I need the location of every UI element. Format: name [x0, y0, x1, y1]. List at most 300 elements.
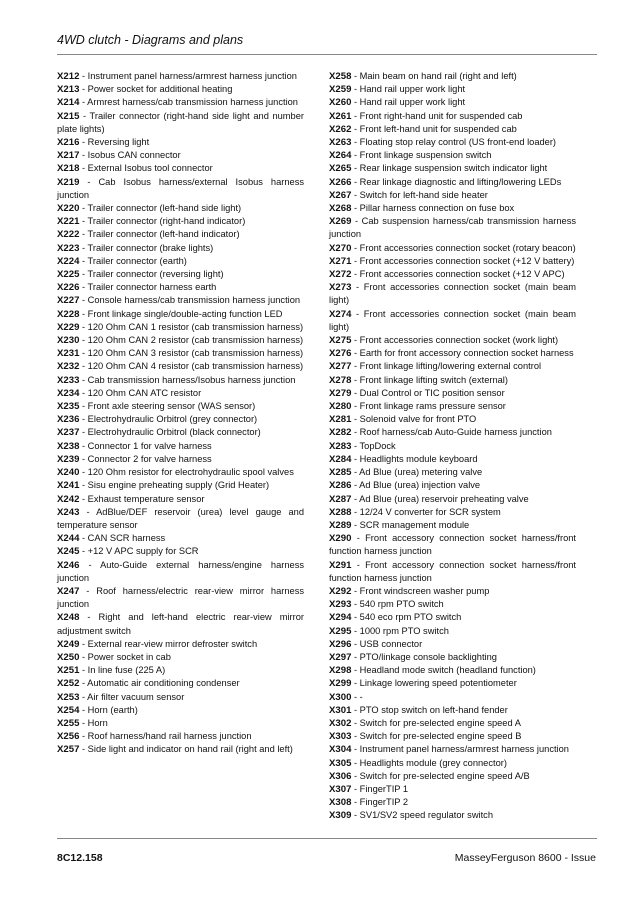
connector-description: Armrest harness/cab transmission harness junction [87, 97, 298, 108]
connector-entry [57, 545, 304, 558]
entry-separator: - [351, 427, 360, 438]
connector-code: X238 [57, 440, 80, 452]
connector-code: X223 [57, 242, 80, 254]
connector-code: X246 [57, 559, 80, 571]
connector-code: X274 [329, 308, 352, 320]
entry-separator: - [351, 717, 360, 728]
entry-separator: - [351, 665, 360, 676]
connector-entry [57, 677, 304, 690]
connector-description: Dual Control or TIC position sensor [359, 387, 505, 398]
connector-description: Horn (earth) [87, 704, 138, 715]
connector-code: X225 [57, 269, 80, 281]
entry-separator: - [79, 480, 88, 491]
header-divider [57, 54, 597, 55]
connector-code: X253 [57, 691, 80, 703]
connector-code: X224 [57, 255, 80, 267]
connector-entry [329, 189, 576, 202]
connector-code: X264 [329, 150, 352, 162]
connector-entry [329, 162, 576, 175]
connector-entry [57, 743, 304, 756]
entry-separator: - [79, 546, 88, 557]
connector-description: 120 Ohm resistor for electrohydraulic spool valves [87, 467, 294, 478]
connector-code: X231 [57, 348, 80, 360]
connector-entry [57, 466, 304, 479]
connector-entry [329, 347, 576, 360]
entry-separator: - [351, 282, 364, 293]
connector-entry [57, 242, 304, 255]
page-header-title: 4WD clutch - Diagrams and plans [57, 33, 244, 47]
entry-separator: - [351, 361, 360, 372]
connector-description: Air filter vacuum sensor [87, 691, 185, 702]
connector-entry [57, 704, 304, 717]
connector-description: Automatic air conditioning condenser [87, 678, 240, 689]
connector-code: X252 [57, 678, 80, 690]
connector-entry [329, 691, 576, 704]
entry-separator: - [79, 348, 88, 359]
entry-separator: - [351, 348, 360, 359]
connector-entry [329, 426, 576, 439]
connector-code: X281 [329, 414, 352, 426]
connector-entry [57, 440, 304, 453]
connector-code: X262 [329, 123, 352, 135]
entry-separator: - [351, 163, 360, 174]
connector-description: Ad Blue (urea) injection valve [359, 480, 481, 491]
connector-description: 120 Ohm CAN 2 resistor (cab transmission harness) [87, 335, 304, 346]
entry-separator: - [79, 176, 99, 187]
entry-separator: - [351, 216, 362, 227]
connector-entry [57, 136, 304, 149]
connector-description: Console harness/cab transmission harness junction [87, 295, 301, 306]
connector-code: X280 [329, 401, 352, 413]
connector-code: X256 [57, 731, 80, 743]
connector-entry [329, 770, 576, 783]
connector-description: Instrument panel harness/armrest harness junction [359, 744, 569, 755]
connector-entry [57, 664, 304, 677]
entry-separator: - [79, 229, 88, 240]
connector-entry [329, 374, 576, 387]
entry-separator: - [79, 242, 88, 253]
connector-entry [57, 96, 304, 109]
entry-separator: - [79, 374, 88, 385]
entry-separator: - [351, 638, 360, 649]
connector-description: PTO stop switch on left-hand fender [359, 704, 508, 715]
connector-code: X248 [57, 612, 80, 624]
entry-separator: - [351, 84, 360, 95]
connector-code: X239 [57, 453, 80, 465]
connector-description: Earth for front accessory connection socket harness [359, 348, 574, 359]
connector-description: Trailer connector (brake lights) [87, 242, 214, 253]
connector-description: Front accessories connection socket (work light) [359, 335, 559, 346]
connector-description: Rear linkage suspension switch indicator light [359, 163, 548, 174]
connector-code: X297 [329, 651, 352, 663]
connector-entry [57, 374, 304, 387]
entry-separator: - [79, 110, 90, 121]
connector-description: Connector 2 for valve harness [87, 453, 212, 464]
connector-code: X235 [57, 401, 80, 413]
connector-description: 1000 rpm PTO switch [359, 625, 449, 636]
connector-entry [57, 730, 304, 743]
entry-separator: - [351, 770, 360, 781]
connector-entry [57, 347, 304, 360]
entry-separator: - [351, 506, 360, 517]
entry-separator: - [351, 493, 360, 504]
connector-entry [57, 149, 304, 162]
connector-code: X216 [57, 137, 80, 149]
connector-code: X219 [57, 176, 80, 188]
connector-code: X288 [329, 506, 352, 518]
entry-separator: - [79, 467, 88, 478]
connector-entry [329, 255, 576, 268]
entry-separator: - [79, 453, 88, 464]
connector-description: Switch for left-hand side heater [359, 189, 488, 200]
entry-separator: - [351, 97, 360, 108]
connector-entry [57, 202, 304, 215]
connector-code: X266 [329, 176, 352, 188]
entry-separator: - [351, 559, 366, 570]
connector-entry [329, 176, 576, 189]
entry-separator: - [351, 519, 360, 530]
connector-code: X287 [329, 493, 352, 505]
connector-description: Front left-hand unit for suspended cab [359, 123, 517, 134]
entry-separator: - [79, 665, 88, 676]
connector-entry [329, 123, 576, 136]
connector-code: X229 [57, 321, 80, 333]
connector-code: X270 [329, 242, 352, 254]
connector-entry [57, 215, 304, 228]
connector-description: Front linkage lifting/lowering external control [359, 361, 542, 372]
connector-description: Hand rail upper work light [359, 97, 466, 108]
entry-separator: - [351, 203, 360, 214]
connector-entry [329, 96, 576, 109]
footer-page-ref: 8C12.158 [57, 852, 103, 864]
connector-description: 120 Ohm CAN 4 resistor (cab transmission harness) [87, 361, 304, 372]
connector-entry [329, 532, 576, 558]
connector-entry [329, 440, 576, 453]
connector-code: X233 [57, 374, 80, 386]
connector-entry [329, 493, 576, 506]
entry-separator: - [351, 651, 360, 662]
connector-entry [329, 387, 576, 400]
connector-entry [57, 321, 304, 334]
connector-code: X237 [57, 427, 80, 439]
connector-code: X276 [329, 348, 352, 360]
entry-separator: - [351, 810, 360, 821]
connector-code: X236 [57, 414, 80, 426]
entry-separator: - [351, 625, 360, 636]
left-column [57, 70, 304, 757]
connector-code: X213 [57, 84, 80, 96]
connector-code: X292 [329, 585, 352, 597]
connector-entry [329, 519, 576, 532]
connector-entry [57, 176, 304, 202]
connector-entry [57, 506, 304, 532]
connector-entry [329, 268, 576, 281]
entry-separator: - [79, 163, 88, 174]
entry-separator: - [351, 374, 360, 385]
connector-description: Front accessories connection socket (main beam light) [329, 282, 576, 306]
connector-description: Trailer connector (earth) [87, 255, 187, 266]
connector-entry [329, 308, 576, 334]
entry-separator: - [79, 361, 88, 372]
connector-description: Front axle steering sensor (WAS sensor) [87, 401, 256, 412]
entry-separator: - [79, 137, 88, 148]
connector-entry [329, 202, 576, 215]
connector-description: Trailer connector (left-hand indicator) [87, 229, 240, 240]
entry-separator: - [79, 84, 88, 95]
connector-entry [57, 281, 304, 294]
connector-description: Electrohydraulic Orbitrol (grey connector) [87, 414, 258, 425]
connector-entry [329, 611, 576, 624]
entry-separator: - [351, 387, 360, 398]
connector-code: X290 [329, 533, 352, 545]
connector-code: X212 [57, 71, 80, 82]
connector-description: Cab suspension harness/cab transmission harness junction [329, 216, 576, 240]
entry-separator: - [351, 599, 360, 610]
connector-code: X271 [329, 255, 352, 267]
connector-description: 120 Ohm CAN ATC resistor [87, 387, 202, 398]
connector-entry [57, 585, 304, 611]
entry-separator: - [351, 123, 360, 134]
connector-code: X228 [57, 308, 80, 320]
entry-separator: - [351, 757, 360, 768]
connector-code: X227 [57, 295, 80, 307]
connector-entry [57, 70, 304, 83]
connector-description: Connector 1 for valve harness [87, 440, 212, 451]
connector-description: Front accessories connection socket (+12 V battery) [359, 255, 575, 266]
connector-entry [329, 215, 576, 241]
connector-description: Front accessory connection socket harness/front function harness junction [329, 533, 576, 557]
entry-separator: - [79, 295, 88, 306]
connector-description: Floating stop relay control (US front-end loader) [359, 137, 557, 148]
connector-description: Sisu engine preheating supply (Grid Heater) [87, 480, 270, 491]
connector-code: X308 [329, 797, 352, 809]
connector-entry [329, 757, 576, 770]
connector-description: Trailer connector (left-hand side light) [87, 203, 242, 214]
connector-code: X268 [329, 203, 352, 215]
entry-separator: - [79, 612, 99, 623]
connector-entry [329, 360, 576, 373]
entry-separator: - [351, 704, 360, 715]
connector-entry [329, 585, 576, 598]
connector-code: X232 [57, 361, 80, 373]
entry-separator: - [79, 414, 88, 425]
entry-separator: - [79, 731, 88, 742]
connector-code: X284 [329, 453, 352, 465]
entry-separator: - [351, 533, 366, 544]
entry-separator: - [79, 440, 88, 451]
connector-description: 540 rpm PTO switch [359, 599, 444, 610]
connector-description: Pillar harness connection on fuse box [359, 203, 515, 214]
connector-description: Trailer connector (right-hand side light and number plate lights) [57, 110, 304, 134]
connector-entry [329, 717, 576, 730]
connector-entry [329, 651, 576, 664]
connector-entry [57, 717, 304, 730]
entry-separator: - [79, 335, 88, 346]
connector-description: Front linkage single/double-acting function LED [87, 308, 283, 319]
connector-code: X234 [57, 387, 80, 399]
connector-description: Front windscreen washer pump [359, 585, 490, 596]
entry-separator: - [351, 414, 360, 425]
entry-separator: - [351, 110, 360, 121]
connector-entry [329, 664, 576, 677]
connector-description: Reversing light [87, 137, 150, 148]
connector-entry [57, 387, 304, 400]
connector-entry [329, 70, 576, 83]
entry-separator: - [351, 308, 364, 319]
connector-code: X217 [57, 150, 80, 162]
connector-description: FingerTIP 2 [359, 797, 409, 808]
connector-entry [57, 493, 304, 506]
connector-entry [57, 162, 304, 175]
connector-description: Instrument panel harness/armrest harness junction [87, 71, 297, 81]
connector-description: PTO/linkage console backlighting [359, 651, 497, 662]
connector-description: 540 eco rpm PTO switch [359, 612, 462, 623]
entry-separator: - [79, 691, 88, 702]
connector-entry [57, 691, 304, 704]
connector-entry [57, 110, 304, 136]
connector-code: X309 [329, 810, 352, 822]
entry-separator: - [79, 559, 101, 570]
connector-code: X258 [329, 71, 352, 82]
connector-description: AdBlue/DEF reservoir (urea) level gauge and temperature sensor [57, 506, 305, 530]
connector-entry [57, 228, 304, 241]
entry-separator: - [79, 387, 88, 398]
connector-code: X272 [329, 269, 352, 281]
connector-code: X302 [329, 717, 352, 729]
connector-description: Power socket in cab [87, 651, 171, 662]
connector-description: Cab transmission harness/Isobus harness junction [87, 374, 296, 385]
entry-separator: - [79, 71, 88, 81]
entry-separator: - [79, 651, 88, 662]
connector-description: Front accessory connection socket harness/front function harness junction [329, 559, 576, 583]
connector-code: X273 [329, 282, 352, 294]
connector-description: Front accessories connection socket (+12 V APC) [359, 269, 565, 280]
connector-code: X293 [329, 599, 352, 611]
connector-description: Ad Blue (urea) reservoir preheating valve [359, 493, 529, 504]
entry-separator: - [351, 453, 360, 464]
connector-description: Roof harness/hand rail harness junction [87, 731, 252, 742]
entry-separator: - [351, 480, 360, 491]
connector-entry [57, 532, 304, 545]
connector-entry [329, 598, 576, 611]
connector-entry [57, 479, 304, 492]
connector-entry [329, 559, 576, 585]
connector-code: X299 [329, 678, 352, 690]
connector-code: X295 [329, 625, 352, 637]
entry-separator: - [79, 585, 97, 596]
connector-entry [329, 149, 576, 162]
connector-code: X257 [57, 744, 80, 756]
entry-separator: - [79, 321, 88, 332]
connector-entry [329, 242, 576, 255]
connector-description: SCR management module [359, 519, 470, 530]
connector-entry [57, 308, 304, 321]
connector-entry [329, 453, 576, 466]
connector-entry [57, 360, 304, 373]
connector-description: Front right-hand unit for suspended cab [359, 110, 523, 121]
connector-code: X241 [57, 480, 80, 492]
connector-code: X221 [57, 216, 80, 228]
connector-code: X245 [57, 546, 80, 558]
entry-separator: - [79, 203, 88, 214]
entry-separator: - [79, 744, 88, 755]
connector-entry [329, 625, 576, 638]
connector-entry [329, 743, 576, 756]
entry-separator: - [351, 440, 360, 451]
connector-code: X215 [57, 110, 80, 122]
connector-code: X289 [329, 519, 352, 531]
connector-description: Linkage lowering speed potentiometer [359, 678, 517, 689]
entry-separator: - [79, 678, 88, 689]
connector-description: Switch for pre-selected engine speed B [359, 731, 522, 742]
connector-code: X304 [329, 744, 352, 756]
connector-code: X261 [329, 110, 352, 122]
connector-code: X220 [57, 203, 80, 215]
connector-code: X269 [329, 216, 352, 228]
entry-separator: - [79, 308, 88, 319]
connector-code: X286 [329, 480, 352, 492]
connector-description: Trailer connector (right-hand indicator) [87, 216, 246, 227]
connector-description: Horn [87, 717, 108, 728]
connector-description: Hand rail upper work light [359, 84, 466, 95]
connector-entry [57, 651, 304, 664]
connector-description: Isobus CAN connector [87, 150, 181, 161]
connector-description: Side light and indicator on hand rail (right and left) [87, 744, 293, 755]
connector-entry [329, 281, 576, 307]
connector-entry [329, 466, 576, 479]
connector-code: X242 [57, 493, 80, 505]
connector-description: Ad Blue (urea) metering valve [359, 467, 483, 478]
entry-separator: - [351, 731, 360, 742]
connector-entry [57, 83, 304, 96]
connector-description: CAN SCR harness [87, 533, 166, 544]
entry-separator: - [79, 150, 88, 161]
connector-code: X243 [57, 506, 80, 518]
connector-code: X296 [329, 638, 352, 650]
connector-entry [329, 479, 576, 492]
connector-description: Front accessories connection socket (rotary beacon) [359, 242, 576, 253]
connector-entry [57, 255, 304, 268]
connector-description: Auto-Guide external harness/engine harness junction [57, 559, 304, 583]
connector-code: X307 [329, 783, 352, 795]
entry-separator: - [79, 255, 88, 266]
footer-divider [57, 838, 597, 839]
connector-description: 12/24 V converter for SCR system [359, 506, 501, 517]
entry-separator: - [351, 691, 360, 702]
connector-description: Front linkage rams pressure sensor [359, 401, 506, 412]
entry-separator: - [351, 150, 360, 161]
entry-separator: - [79, 533, 88, 544]
entry-separator: - [79, 638, 88, 649]
entry-separator: - [79, 269, 88, 280]
connector-description: Rear linkage diagnostic and lifting/lowering LEDs [359, 176, 562, 187]
entry-separator: - [79, 216, 88, 227]
connector-entry [329, 796, 576, 809]
connector-code: X222 [57, 229, 80, 241]
connector-description: In line fuse (225 A) [87, 665, 166, 676]
footer-publication: MasseyFerguson 8600 - Issue [454, 852, 596, 864]
connector-code: X303 [329, 731, 352, 743]
connector-entry [57, 559, 304, 585]
connector-description: Headland mode switch (headland function) [359, 665, 536, 676]
entry-separator: - [79, 401, 88, 412]
entry-separator: - [351, 401, 360, 412]
connector-code: X285 [329, 467, 352, 479]
connector-code: X247 [57, 585, 80, 597]
connector-description: Headlights module keyboard [359, 453, 478, 464]
connector-code: X240 [57, 467, 80, 479]
connector-code: X251 [57, 665, 80, 677]
